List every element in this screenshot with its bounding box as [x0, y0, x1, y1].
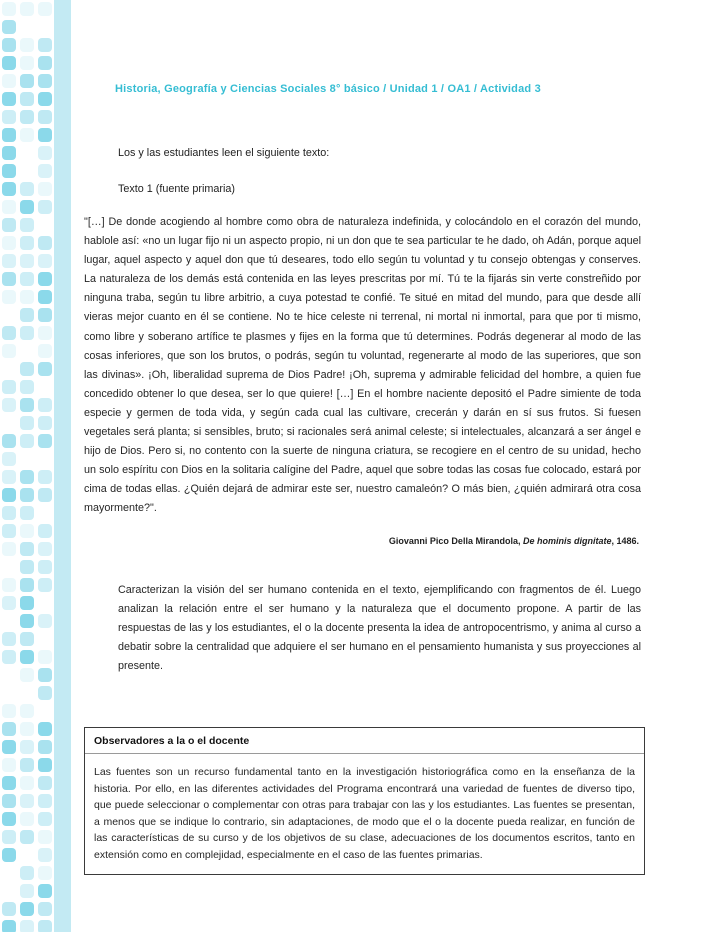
attribution-year: , 1486.: [611, 536, 639, 546]
deco-square: [38, 542, 52, 556]
deco-square: [20, 812, 34, 826]
deco-square: [20, 110, 34, 124]
deco-square: [20, 866, 34, 880]
deco-square: [2, 830, 16, 844]
deco-square: [20, 758, 34, 772]
deco-square: [38, 182, 52, 196]
attribution-author: Giovanni Pico Della Mirandola,: [388, 536, 523, 546]
deco-square: [38, 524, 52, 538]
deco-square: [20, 632, 34, 646]
deco-square: [38, 164, 52, 178]
deco-square: [20, 452, 34, 466]
primary-source-quote: "[…] De donde acogiendo al hombre como obra de naturaleza indefinida, y colocándolo en el corazón del mundo, hablole así: «no un lugar fijo ni un aspecto propio, ni un don que te sea particular te he dado, oh Adán, porque aquel lugar, aquel aspecto y aquel don que tú deseares, todo ello según tu voluntad y tu consejo obtengas y conserves. La naturaleza de los demás está contenida en las leyes prescritas por mí. Tú te la fijarás sin verte constreñido por ninguna traba, según tu libre arbitrio, a cuya potestad te confié. Te situé en mitad del mundo, para que desde allí vieras mejor cuanto en él se contiene. No te hice celeste ni terrenal, ni mortal ni inmortal, para que por ti mismo, como libre y soberano artífice te plasmes y fijes en la forma que tú determines. Podrás degenerar al modo de las cosas inferiores, que son los brutos, o podrás, según tu voluntad, regenerarte al modo de las superiores, que son las divinas». ¡Oh, liberalidad suprema de Dios Padre! ¡Oh, suprema y admirable felicidad del hombre, a quien fue concedido obtener lo que desea, ser lo que quiere! […] En el hombre naciente depositó el Padre simiente de toda especie y germen de toda vida, y según cada cual las cultivare, crecerán y darán en sí sus frutos. Si fuesen vegetales será planta; si sensibles, bruto; si racionales será animal celeste; si intelectuales, alcanzará a ser ángel e hijo de Dios. Pero si, no contento con la suerte de ninguna criatura, se recogiere en el centro de su unidad, hecho un solo espíritu con Dios en la solitaria calígine del Padre, aquel que sobre todas las cosas fue colocado, estará por cima de todas ellas. ¿Quién dejará de admirar este ser, nuestro camaleón? O más bien, ¿quién admirará otra cosa mayormente?".: [84, 216, 641, 515]
deco-square: [20, 308, 34, 322]
deco-square: [2, 884, 16, 898]
deco-square: [20, 740, 34, 754]
deco-square: [20, 470, 34, 484]
deco-square: [2, 452, 16, 466]
deco-square: [20, 146, 34, 160]
deco-square: [20, 902, 34, 916]
source-text-label: Texto 1 (fuente primaria): [118, 183, 236, 195]
deco-square: [20, 884, 34, 898]
deco-square: [2, 434, 16, 448]
deco-square: [20, 920, 34, 932]
deco-square: [2, 92, 16, 106]
deco-square: [2, 110, 16, 124]
deco-square: [38, 434, 52, 448]
deco-square: [38, 290, 52, 304]
deco-square: [20, 560, 34, 574]
deco-square: [20, 848, 34, 862]
deco-square: [2, 614, 16, 628]
deco-square: [38, 686, 52, 700]
deco-square: [2, 920, 16, 932]
deco-square: [20, 776, 34, 790]
deco-square: [20, 2, 34, 16]
deco-square: [2, 200, 16, 214]
deco-square: [2, 578, 16, 592]
deco-square: [2, 398, 16, 412]
deco-square: [2, 596, 16, 610]
deco-square: [20, 56, 34, 70]
deco-square: [38, 146, 52, 160]
deco-square: [2, 128, 16, 142]
deco-square: [2, 20, 16, 34]
deco-square: [20, 38, 34, 52]
deco-square: [2, 848, 16, 862]
deco-square: [38, 668, 52, 682]
deco-square: [20, 290, 34, 304]
deco-square: [2, 524, 16, 538]
deco-square: [2, 506, 16, 520]
deco-square: [38, 218, 52, 232]
deco-square: [2, 308, 16, 322]
deco-square: [38, 920, 52, 932]
deco-square: [38, 254, 52, 268]
deco-square: [2, 560, 16, 574]
deco-square: [38, 650, 52, 664]
teacher-note-divider: [85, 753, 644, 754]
deco-square: [38, 488, 52, 502]
deco-square: [38, 200, 52, 214]
deco-square: [20, 398, 34, 412]
deco-square: [38, 866, 52, 880]
deco-square: [20, 92, 34, 106]
deco-square: [38, 812, 52, 826]
deco-square: [2, 164, 16, 178]
deco-square: [38, 56, 52, 70]
deco-square: [2, 632, 16, 646]
deco-square: [2, 38, 16, 52]
deco-square: [2, 326, 16, 340]
deco-square: [38, 398, 52, 412]
deco-square: [2, 218, 16, 232]
deco-square: [38, 362, 52, 376]
deco-square: [38, 758, 52, 772]
deco-square: [2, 380, 16, 394]
deco-square: [2, 56, 16, 70]
deco-square: [20, 614, 34, 628]
deco-square: [38, 308, 52, 322]
deco-square: [20, 344, 34, 358]
deco-square: [2, 794, 16, 808]
deco-square: [38, 596, 52, 610]
deco-square: [20, 218, 34, 232]
deco-square: [38, 506, 52, 520]
deco-square: [38, 830, 52, 844]
deco-square: [20, 128, 34, 142]
deco-square: [2, 182, 16, 196]
deco-square: [2, 344, 16, 358]
deco-square: [38, 272, 52, 286]
deco-square: [38, 560, 52, 574]
deco-square: [38, 578, 52, 592]
deco-square: [38, 902, 52, 916]
deco-square: [2, 146, 16, 160]
deco-square: [20, 164, 34, 178]
deco-square: [2, 290, 16, 304]
deco-square: [2, 776, 16, 790]
deco-square: [38, 740, 52, 754]
deco-square: [20, 578, 34, 592]
deco-square: [20, 668, 34, 682]
deco-square: [38, 326, 52, 340]
deco-square: [38, 2, 52, 16]
deco-square: [38, 776, 52, 790]
deco-square: [38, 92, 52, 106]
deco-square: [38, 452, 52, 466]
deco-square: [20, 506, 34, 520]
deco-square: [2, 866, 16, 880]
deco-square: [2, 686, 16, 700]
deco-square: [20, 182, 34, 196]
deco-square: [2, 704, 16, 718]
page-title: Historia, Geografía y Ciencias Sociales 8° básico / Unidad 1 / OA1 / Actividad 3: [115, 83, 541, 95]
deco-square: [20, 794, 34, 808]
deco-square: [38, 236, 52, 250]
deco-square: [2, 236, 16, 250]
deco-square: [2, 272, 16, 286]
deco-square: [38, 128, 52, 142]
quote-attribution: [84, 536, 639, 546]
deco-square: [2, 668, 16, 682]
deco-square: [2, 74, 16, 88]
deco-square: [20, 416, 34, 430]
deco-square: [2, 740, 16, 754]
intro-text: Los y las estudiantes leen el siguiente texto:: [118, 147, 330, 159]
teacher-note-body: Las fuentes son un recurso fundamental tanto en la investigación historiográfica como en la enseñanza de la historia. Por ello, en las diferentes actividades del Programa encontrará una variedad de fuentes de diverso tipo, que puede seleccionar o complementar con otras para trabajar con las y los estudiantes. Las fuentes se presentan, a menos que se indique lo contrario, sin adaptaciones, de modo que el o la docente pueda realizar, en función de las características de su curso y de los objetivos de su clase, adecuaciones de los documentos escritos, tanto en extensión como en complejidad, especialmente en el caso de las fuentes primarias.: [94, 766, 635, 861]
deco-square: [38, 632, 52, 646]
deco-square: [38, 74, 52, 88]
deco-square: [2, 812, 16, 826]
deco-square: [20, 74, 34, 88]
deco-square: [20, 272, 34, 286]
deco-square: [20, 326, 34, 340]
deco-square: [20, 254, 34, 268]
activity-description: Caracterizan la visión del ser humano contenida en el texto, ejemplificando con fragmentos de él. Luego analizan la relación entre el ser humano y la naturaleza que el documento propone. A partir de las respuestas de las y los estudiantes, el o la docente presenta la idea de antropocentrismo, y anima al curso a debatir sobre la centralidad que adquiere el ser humano en el pensamiento humanista y sus proyecciones al presente.: [118, 584, 641, 672]
deco-square: [38, 614, 52, 628]
deco-square: [38, 704, 52, 718]
deco-square: [38, 416, 52, 430]
deco-vertical-bar: [54, 0, 71, 932]
deco-square: [20, 722, 34, 736]
deco-square: [38, 380, 52, 394]
deco-square: [20, 704, 34, 718]
deco-square: [38, 470, 52, 484]
deco-square: [38, 884, 52, 898]
deco-square: [2, 362, 16, 376]
attribution-work-title: De hominis dignitate: [522, 536, 612, 546]
deco-square: [38, 794, 52, 808]
deco-square: [38, 344, 52, 358]
teacher-note-title: Observadores a la o el docente: [94, 735, 250, 747]
deco-square: [38, 722, 52, 736]
deco-square: [20, 650, 34, 664]
deco-square: [20, 596, 34, 610]
deco-square: [2, 758, 16, 772]
deco-square: [2, 650, 16, 664]
deco-square: [20, 236, 34, 250]
deco-square: [2, 542, 16, 556]
deco-square: [20, 488, 34, 502]
deco-square: [20, 686, 34, 700]
deco-square: [20, 542, 34, 556]
deco-square: [38, 110, 52, 124]
deco-square: [20, 200, 34, 214]
deco-mosaic: [0, 0, 56, 932]
deco-square: [2, 470, 16, 484]
teacher-note-box: [84, 727, 645, 875]
deco-square: [2, 254, 16, 268]
deco-square: [2, 2, 16, 16]
deco-square: [20, 362, 34, 376]
deco-square: [20, 434, 34, 448]
deco-square: [20, 830, 34, 844]
deco-square: [38, 848, 52, 862]
deco-square: [38, 20, 52, 34]
deco-square: [2, 722, 16, 736]
deco-square: [20, 524, 34, 538]
deco-square: [2, 488, 16, 502]
deco-square: [38, 38, 52, 52]
deco-square: [2, 902, 16, 916]
deco-square: [2, 416, 16, 430]
deco-square: [20, 20, 34, 34]
deco-square: [20, 380, 34, 394]
